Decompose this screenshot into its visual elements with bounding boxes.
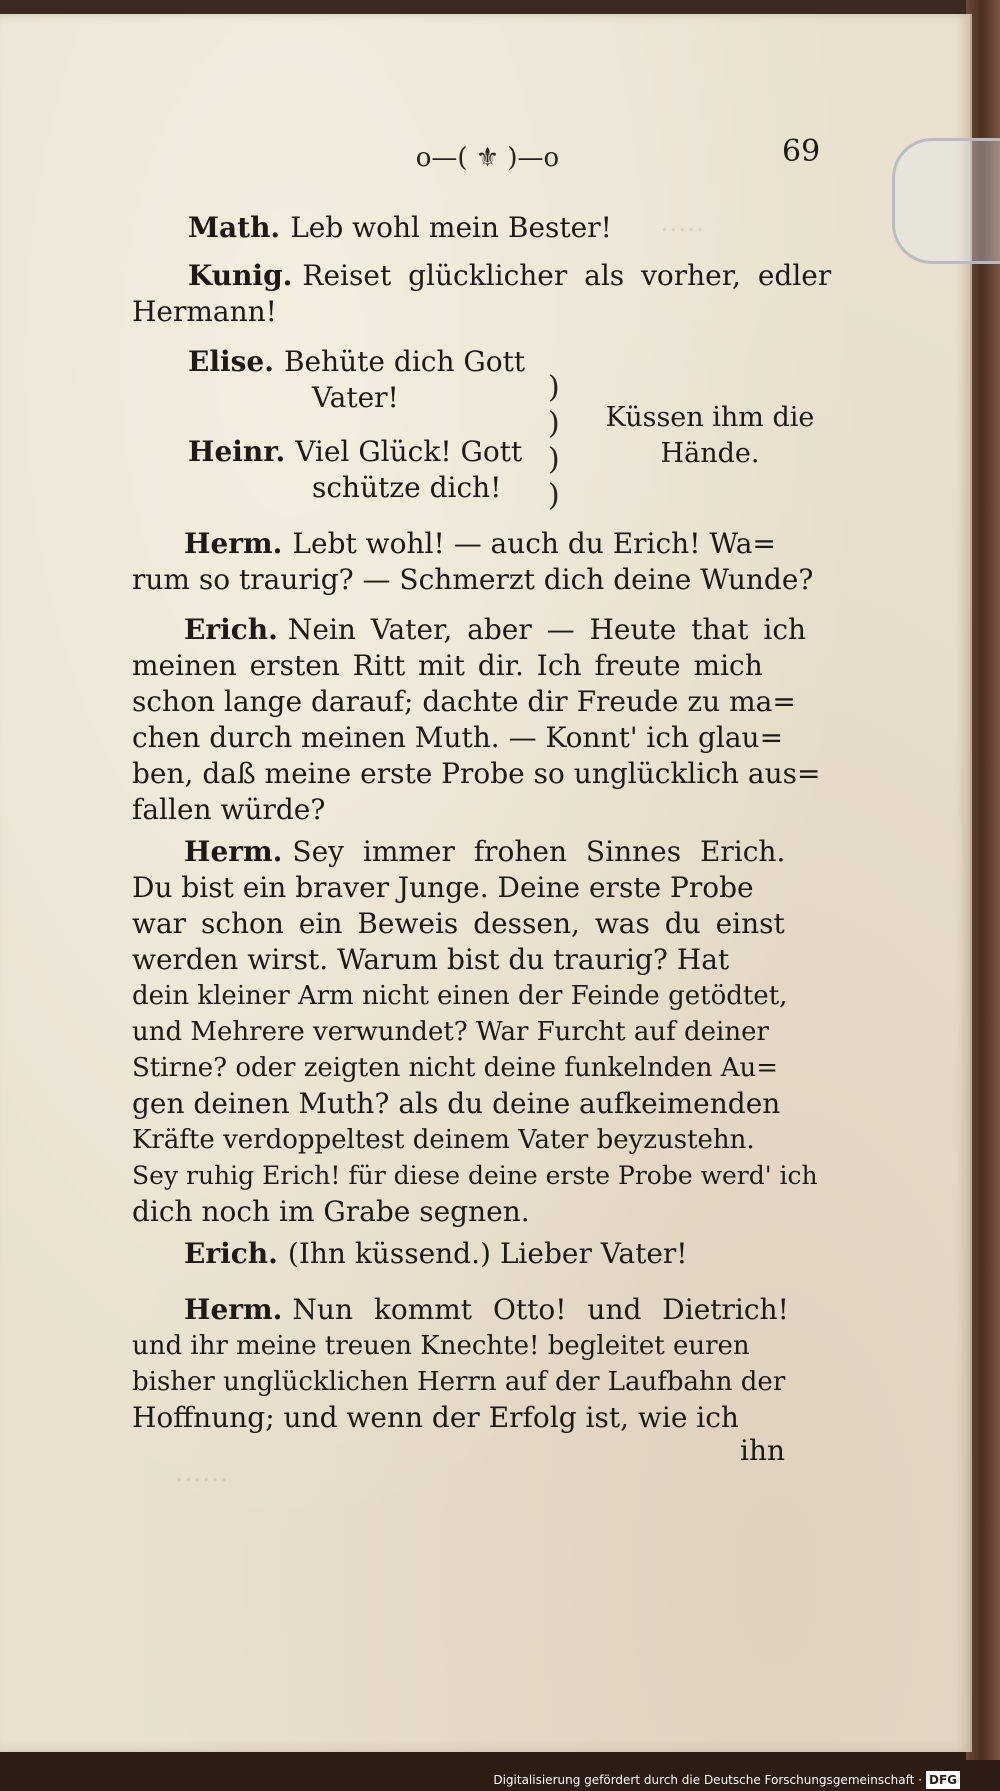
text-line: gen deinen Muth? als du deine aufkeimenden (132, 1087, 781, 1120)
show-through-text: ..... (660, 205, 705, 238)
paragraph-erich-2 (132, 1236, 822, 1272)
speaker-label: Kunig. (188, 259, 293, 292)
text-line: Kräfte verdoppeltest deinem Vater beyzustehn. (132, 1125, 755, 1155)
text-line: Hermann! (132, 295, 277, 328)
text-line: dich noch im Grabe segnen. (132, 1195, 530, 1228)
text-line: Herm. Sey immer frohen Sinnes Erich. (184, 835, 786, 868)
speaker-label: Herm. (184, 1293, 283, 1326)
show-through-text: ...... (175, 1455, 229, 1488)
brace-mark: ) ) ) ) (548, 370, 560, 513)
text-line: Herm. Nun kommt Otto! und Dietrich! (184, 1293, 789, 1326)
text-line: Stirne? oder zeigten nicht deine funkelnden Au= (132, 1053, 779, 1083)
digitization-credit: Digitalisierung gefördert durch die Deutsche Forschungsgemeinschaft · DFG (493, 1771, 960, 1789)
text-line: Erich. Nein Vater, aber — Heute that ich (184, 613, 807, 646)
paragraph-kunig (132, 258, 832, 330)
text-line: Herm. Lebt wohl! — auch du Erich! Wa= (184, 527, 776, 560)
stage-direction: Küssen ihm die Hände. (605, 402, 815, 469)
text-line: Erich. (Ihn küssend.) Lieber Vater! (184, 1237, 688, 1270)
text-line: und Mehrere verwundet? War Furcht auf deiner (132, 1017, 769, 1047)
paragraph-herm-3 (132, 1292, 822, 1436)
text-line: chen durch meinen Muth. — Konnt' ich glau= (132, 721, 784, 754)
text-line: ben, daß meine erste Probe so unglücklich aus= (132, 757, 821, 790)
text-line: Du bist ein braver Junge. Deine erste Probe (132, 871, 754, 904)
speaker-label: Erich. (184, 613, 278, 646)
text-line: rum so traurig? — Schmerzt dich deine Wunde? (132, 563, 814, 596)
paragraph-herm-2 (132, 834, 822, 1230)
paragraph-erich-1 (132, 612, 822, 828)
text-line: schon lange darauf; dachte dir Freude zu ma= (132, 685, 796, 718)
text-line: war schon ein Beweis dessen, was du einst (132, 907, 785, 940)
ornament-header: o—( ⚜ )—o (415, 143, 560, 173)
text-line: meinen ersten Ritt mit dir. Ich freute mich (132, 649, 763, 682)
speaker-label: Herm. (184, 527, 283, 560)
dfg-logo: DFG (926, 1771, 960, 1789)
text-line: Hoffnung; und wenn der Erfolg ist, wie ich (132, 1401, 739, 1434)
speech-heinr: Heinr. Viel Glück! Gott (188, 435, 523, 468)
text-line: werden wirst. Warum bist du traurig? Hat (132, 943, 730, 976)
speaker-label: Erich. (184, 1237, 278, 1270)
speaker-label: Herm. (184, 835, 283, 868)
text-line: dein kleiner Arm nicht einen der Feinde getödtet, (132, 981, 788, 1011)
paragraph-math (132, 210, 822, 246)
speaker-label: Heinr. (188, 435, 286, 468)
text-line: Kunig. Reiset glücklicher als vorher, edler (188, 259, 832, 292)
page-number: 69 (782, 134, 821, 169)
book-page (0, 14, 972, 1752)
text-line: fallen würde? (132, 793, 326, 826)
speech-elise: Elise. Behüte dich Gott (188, 345, 526, 378)
text-line: Sey ruhig Erich! für diese deine erste Probe werd' ich (132, 1161, 818, 1190)
paragraph-herm-1 (132, 526, 822, 598)
text-line: Math. Leb wohl mein Bester! (188, 211, 612, 244)
speaker-label: Elise. (188, 345, 274, 378)
speaker-label: Math. (188, 211, 281, 244)
speech-heinr-line2: schütze dich! (312, 471, 502, 504)
text-line: und ihr meine treuen Knechte! begleitet euren (132, 1331, 750, 1361)
text-line: bisher unglücklichen Herrn auf der Laufbahn der (132, 1367, 786, 1397)
catchword: ihn (740, 1434, 786, 1467)
paper-clip (892, 138, 1000, 264)
speech-elise-line2: Vater! (312, 381, 399, 414)
